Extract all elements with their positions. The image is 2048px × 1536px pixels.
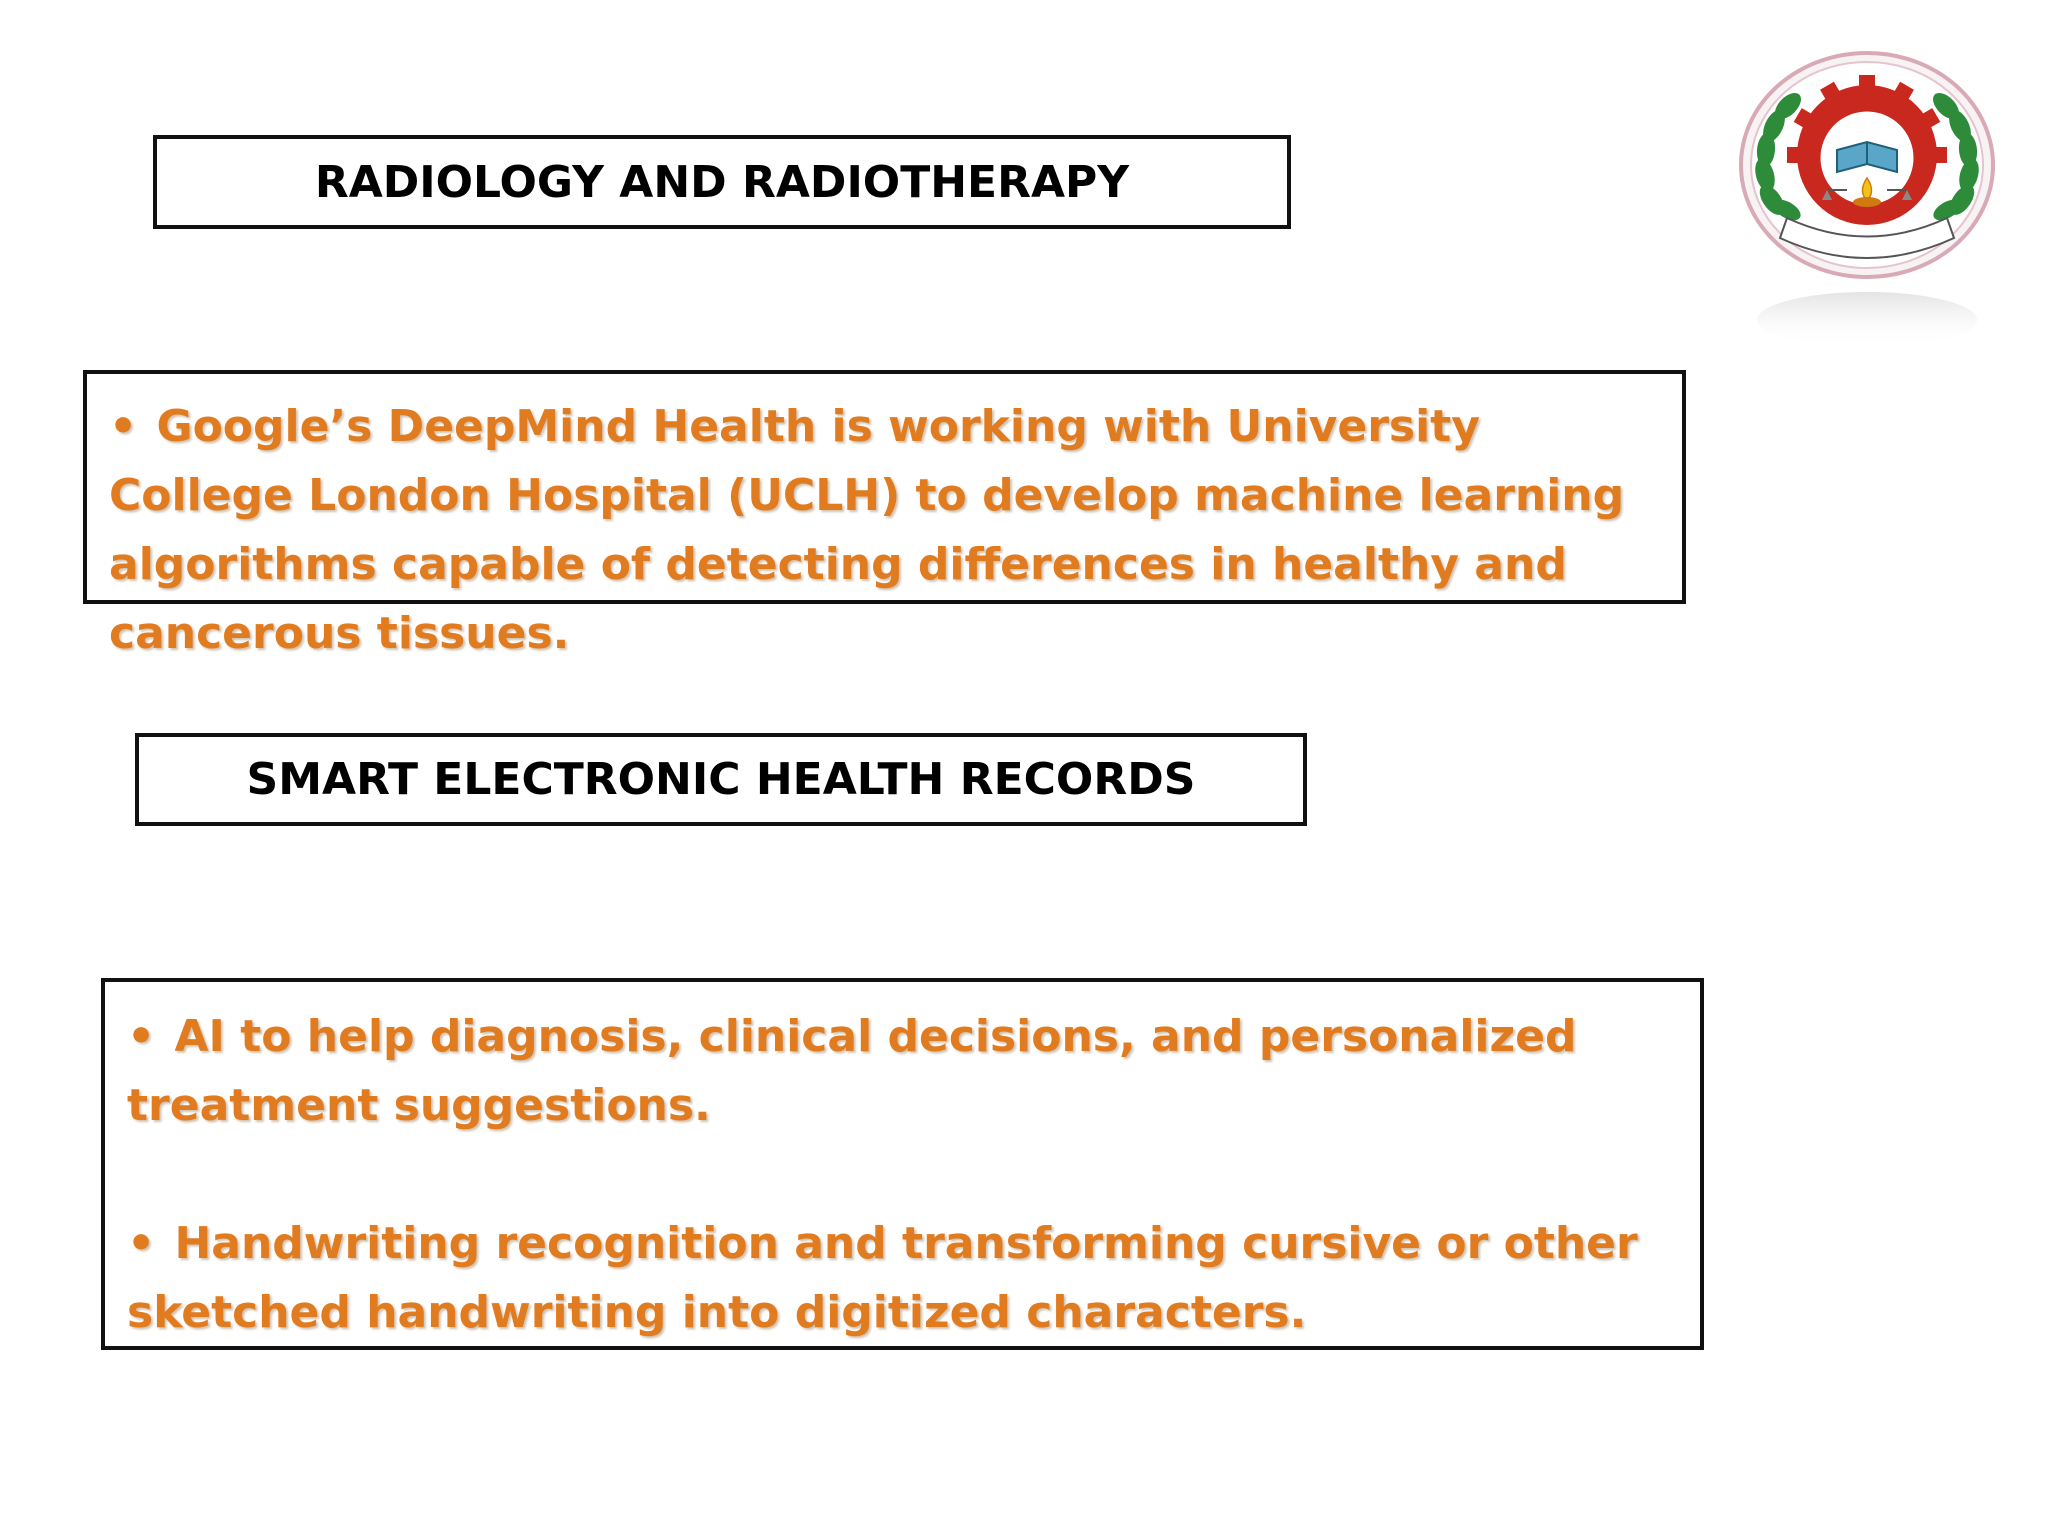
bullet-item-text: Google’s DeepMind Health is working with University College London Hospital (UCLH) to develop machine learning algorithms capable of detecting differences in healthy and cancerous tissues. bbox=[109, 401, 1625, 659]
bullet-dot: • bbox=[127, 1218, 156, 1269]
section-heading-radiology bbox=[153, 135, 1291, 229]
bullet-dot: • bbox=[109, 401, 138, 452]
college-emblem-icon bbox=[1732, 50, 2002, 350]
bullet-item bbox=[127, 1002, 1682, 1140]
bullet-item-text: AI to help diagnosis, clinical decisions, and personalized treatment suggestions. bbox=[127, 1011, 1577, 1131]
content-box-ehr bbox=[101, 978, 1704, 1350]
bullet-item-text: Handwriting recognition and transforming cursive or other sketched handwriting into digitized characters. bbox=[127, 1218, 1638, 1338]
bullet-item bbox=[127, 1209, 1682, 1347]
bullet-dot: • bbox=[127, 1011, 156, 1062]
section-heading-label: SMART ELECTRONIC HEALTH RECORDS bbox=[246, 754, 1196, 805]
bullet-item bbox=[109, 392, 1664, 668]
section-heading-label: RADIOLOGY AND RADIOTHERAPY bbox=[314, 156, 1130, 208]
section-heading-ehr bbox=[135, 733, 1307, 826]
content-box-radiology bbox=[83, 370, 1686, 659]
